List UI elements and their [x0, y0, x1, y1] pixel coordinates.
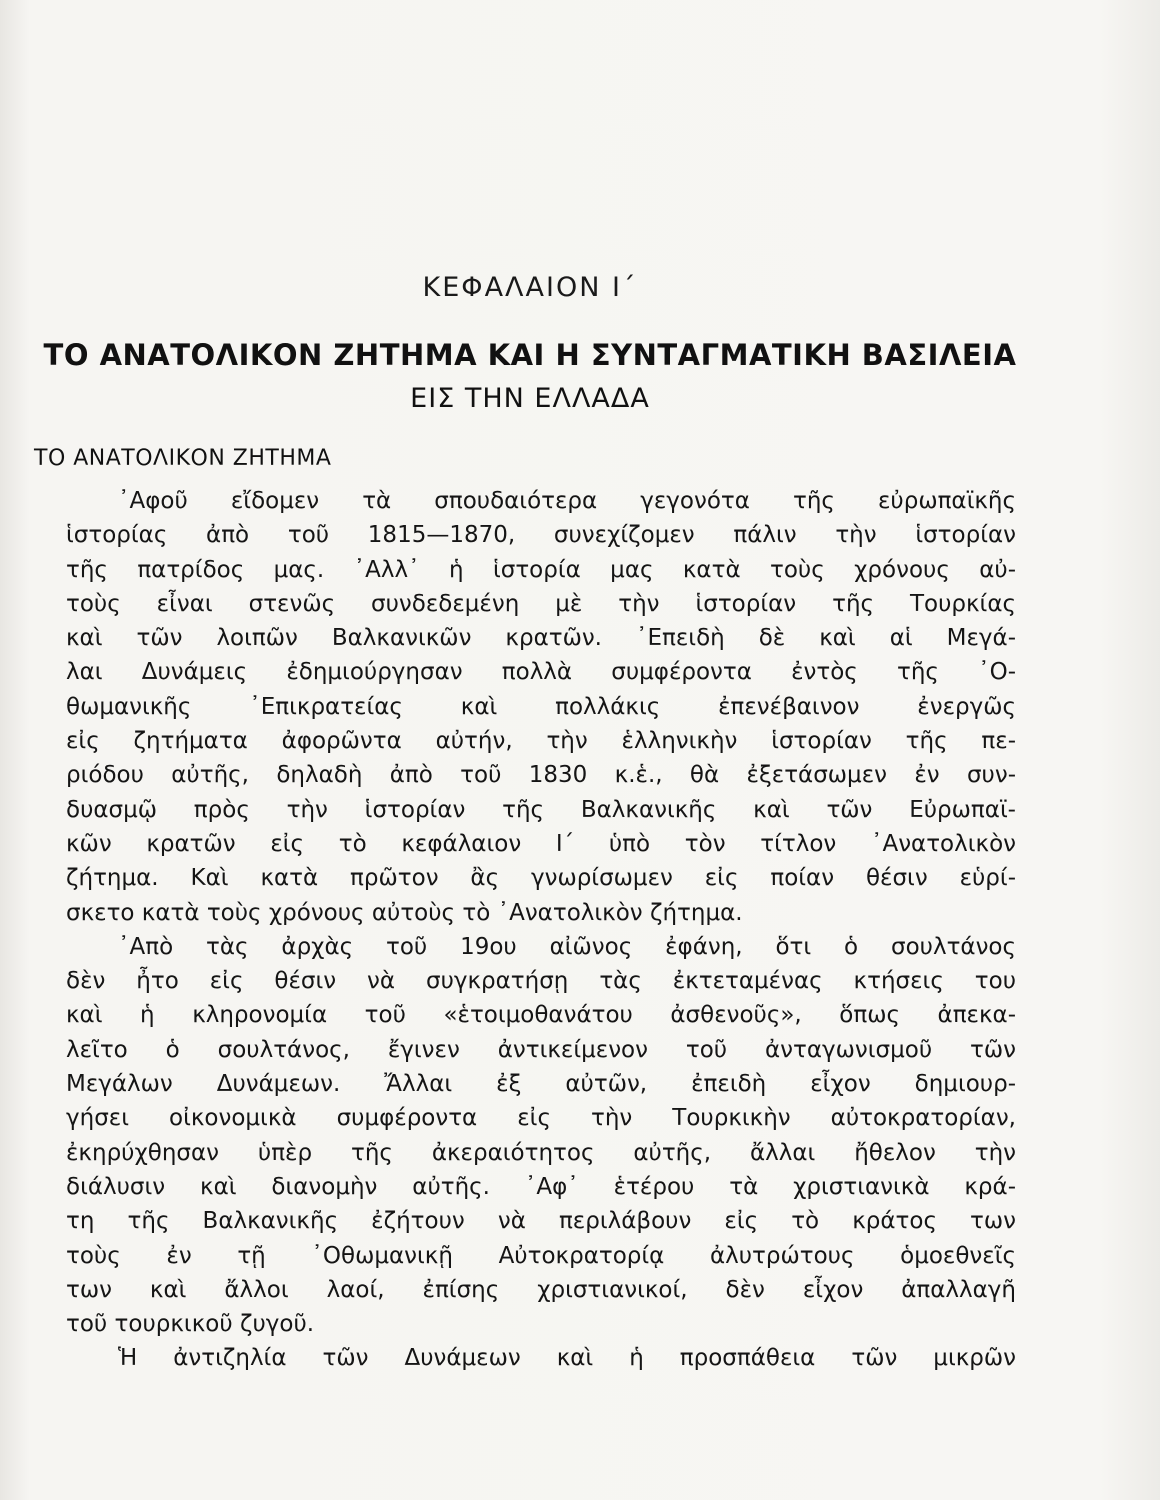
chapter-title-line-2: ΕΙΣ ΤΗΝ ΕΛΛΑΔΑ	[410, 383, 650, 414]
text-line: λαι Δυνάμεις ἐδημιούργησαν πολλὰ συμφέροντα ἐντὸς τῆς ᾿Ο-	[66, 659, 1016, 686]
text-line: τοὺς εἶναι στενῶς συνδεδεμένη μὲ τὴν ἱστορίαν τῆς Τουρκίας	[66, 590, 1016, 617]
body-text	[66, 484, 1016, 1376]
text-line: δὲν ἦτο εἰς θέσιν νὰ συγκρατήσῃ τὰς ἐκτεταμένας κτήσεις του	[66, 968, 1016, 995]
text-line: λεῖτο ὁ σουλτάνος, ἔγινεν ἀντικείμενον τοῦ ἀνταγωνισμοῦ τῶν	[66, 1036, 1016, 1063]
text-line: δυασμῷ πρὸς τὴν ἱστορίαν τῆς Βαλκανικῆς καὶ τῶν Εὐρωπαϊ-	[66, 796, 1016, 823]
text-line: καὶ ἡ κληρονομία τοῦ «ἑτοιμοθανάτου ἀσθενοῦς», ὅπως ἀπεκα-	[66, 1002, 1016, 1029]
text-line: τοὺς ἐν τῇ ᾿Οθωμανικῇ Αὐτοκρατορίᾳ ἀλυτρώτους ὁμοεθνεῖς	[66, 1242, 1016, 1269]
text-line: τοῦ τουρκικοῦ ζυγοῦ.	[66, 1311, 315, 1338]
text-line: καὶ τῶν λοιπῶν Βαλκανικῶν κρατῶν. ᾿Επειδὴ δὲ καὶ αἱ Μεγά-	[66, 625, 1016, 652]
section-heading: ΤΟ ΑΝΑΤΟΛΙΚΟΝ ΖΗΤΗΜΑ	[34, 446, 332, 471]
text-line: εἰς ζητήματα ἀφορῶντα αὐτήν, τὴν ἑλληνικὴν ἱστορίαν τῆς πε-	[66, 728, 1016, 755]
text-line: τη τῆς Βαλκανικῆς ἐζήτουν νὰ περιλάβουν εἰς τὸ κράτος των	[66, 1208, 1016, 1235]
text-line: ἐκηρύχθησαν ὑπὲρ τῆς ἀκεραιότητος αὐτῆς, ἄλλαι ἤθελον τὴν	[66, 1139, 1016, 1166]
text-line: ἱστορίας ἀπὸ τοῦ 1815—1870, συνεχίζομεν πάλιν τὴν ἱστορίαν	[66, 522, 1016, 549]
text-line: Ἡ ἀντιζηλία τῶν Δυνάμεων καὶ ἡ προσπάθεια τῶν μικρῶν	[118, 1345, 1016, 1372]
text-line: τῆς πατρίδος μας. ᾿Αλλ᾿ ἡ ἱστορία μας κατὰ τοὺς χρόνους αὐ-	[66, 556, 1016, 583]
text-line: ᾿Απὸ τὰς ἀρχὰς τοῦ 19ου αἰῶνος ἐφάνη, ὅτι ὁ σουλτάνος	[118, 933, 1016, 960]
chapter-title-line-1: ΤΟ ΑΝΑΤΟΛΙΚΟΝ ΖΗΤΗΜΑ ΚΑΙ Η ΣΥΝΤΑΓΜΑΤΙΚΗ ΒΑΣΙΛΕΙΑ	[43, 338, 1017, 372]
text-line: ᾿Αφοῦ εἴδομεν τὰ σπουδαιότερα γεγονότα τῆς εὐρωπαϊκῆς	[118, 488, 1016, 514]
text-line: θωμανικῆς ᾿Επικρατείας καὶ πολλάκις ἐπενέβαινον ἐνεργῶς	[66, 693, 1016, 720]
chapter-label: ΚΕΦΑΛΑΙΟΝ Ι΄	[422, 272, 638, 303]
text-line: ζήτημα. Καὶ κατὰ πρῶτον ἂς γνωρίσωμεν εἰς ποίαν θέσιν εὑρί-	[66, 865, 1016, 892]
text-line: των καὶ ἄλλοι λαοί, ἐπίσης χριστιανικοί, δὲν εἶχον ἀπαλλαγῆ	[66, 1276, 1016, 1303]
text-line: Μεγάλων Δυνάμεων. Ἄλλαι ἐξ αὐτῶν, ἐπειδὴ εἶχον δημιουρ-	[66, 1071, 1016, 1098]
text-line: ριόδου αὐτῆς, δηλαδὴ ἀπὸ τοῦ 1830 κ.ἑ., θὰ ἐξετάσωμεν ἐν συν-	[66, 762, 1016, 789]
text-line: γήσει οἰκονομικὰ συμφέροντα εἰς τὴν Τουρκικὴν αὐτοκρατορίαν,	[66, 1105, 1016, 1132]
text-line: κῶν κρατῶν εἰς τὸ κεφάλαιον Ι΄ ὑπὸ τὸν τίτλον ᾿Ανατολικὸν	[66, 830, 1016, 857]
text-line: σκετο κατὰ τοὺς χρόνους αὐτοὺς τὸ ᾿Ανατολικὸν ζήτημα.	[66, 899, 743, 926]
text-line: διάλυσιν καὶ διανομὴν αὐτῆς. ᾿Αφ᾿ ἑτέρου τὰ χριστιανικὰ κρά-	[66, 1173, 1016, 1200]
